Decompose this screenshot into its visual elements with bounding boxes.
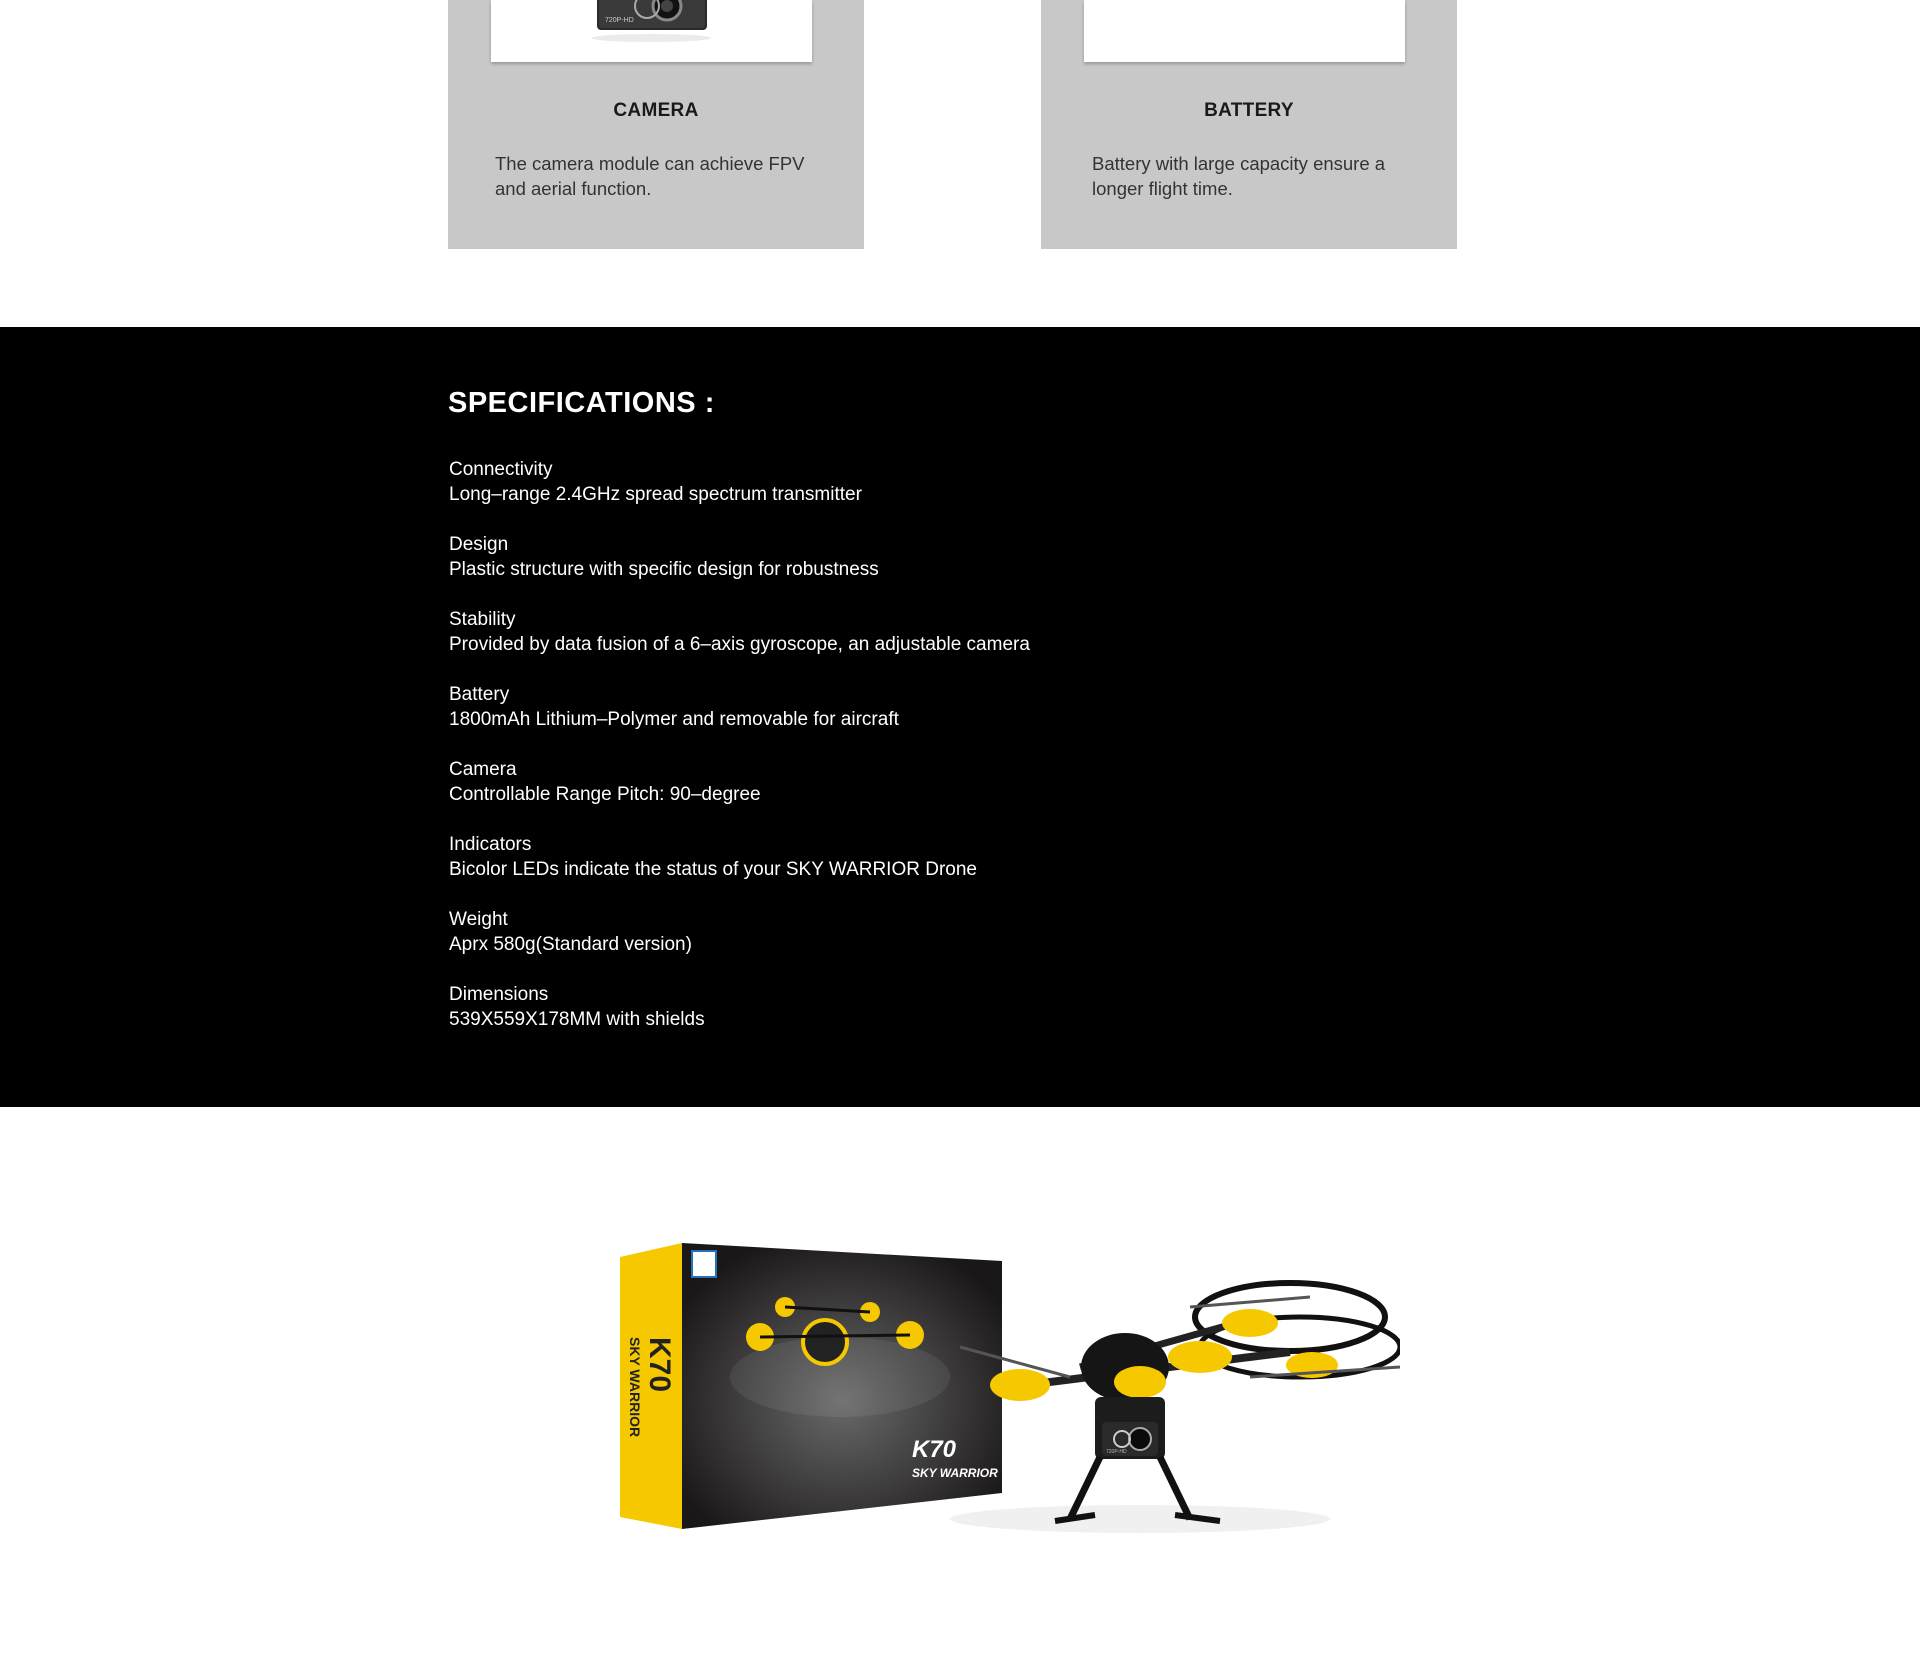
spec-value: Bicolor LEDs indicate the status of your SKY WARRIOR Drone (449, 859, 977, 880)
camera-module-badge: 720P-HD (605, 17, 634, 24)
spec-label: Dimensions (449, 984, 549, 1005)
feature-card-battery (1041, 0, 1457, 249)
spec-value: Provided by data fusion of a 6–axis gyroscope, an adjustable camera (449, 634, 1030, 655)
spec-item-connectivity (449, 457, 1449, 532)
drone-icon (950, 1283, 1400, 1533)
spec-item-indicators (449, 832, 1449, 907)
spec-item-dimensions (449, 982, 1449, 1057)
features-section (0, 0, 1920, 327)
box-spine-model: K70 (643, 1337, 676, 1393)
spec-list (449, 457, 1449, 1057)
specifications-title: SPECIFICATIONS : (448, 387, 715, 419)
feature-description-battery: Battery with large capacity ensure a longer flight time. (1092, 153, 1386, 199)
spec-value: 1800mAh Lithium–Polymer and removable for aircraft (449, 709, 899, 730)
spec-item-camera (449, 757, 1449, 832)
feature-description-camera: The camera module can achieve FPV and aerial function. (495, 153, 805, 199)
feature-title-battery: BATTERY (1204, 100, 1294, 121)
specifications-section (0, 327, 1920, 1107)
spec-label: Battery (449, 684, 510, 705)
spec-label: Indicators (449, 834, 532, 855)
spec-label: Design (449, 534, 509, 555)
spec-value: Long–range 2.4GHz spread spectrum transmitter (449, 484, 862, 505)
spec-value: 539X559X178MM with shields (449, 1009, 705, 1030)
spec-item-weight (449, 907, 1449, 982)
spec-value: Aprx 580g(Standard version) (449, 934, 692, 955)
spec-item-battery (449, 682, 1449, 757)
box-model-text: K70 (912, 1436, 957, 1463)
spec-label: Stability (449, 609, 516, 630)
brand-logo-icon (692, 1251, 716, 1277)
feature-title-camera: CAMERA (613, 100, 699, 121)
feature-card-camera (448, 0, 864, 249)
spec-value: Plastic structure with specific design for robustness (449, 559, 879, 580)
camera-module-image (491, 0, 812, 62)
spec-label: Camera (449, 759, 517, 780)
drone-camera-badge: 720P-HD (1106, 1449, 1127, 1455)
box-name-text: SKY WARRIOR (912, 1466, 998, 1480)
product-showcase-section (0, 1107, 1920, 1661)
spec-label: Connectivity (449, 459, 553, 480)
spec-label: Weight (449, 909, 508, 930)
battery-image (1084, 0, 1405, 62)
box-spine-name: SKY WARRIOR (627, 1337, 643, 1438)
product-box-and-drone-image (600, 1227, 1400, 1567)
spec-value: Controllable Range Pitch: 90–degree (449, 784, 761, 805)
spec-item-design (449, 532, 1449, 607)
camera-module-icon (491, 0, 812, 62)
spec-item-stability (449, 607, 1449, 682)
